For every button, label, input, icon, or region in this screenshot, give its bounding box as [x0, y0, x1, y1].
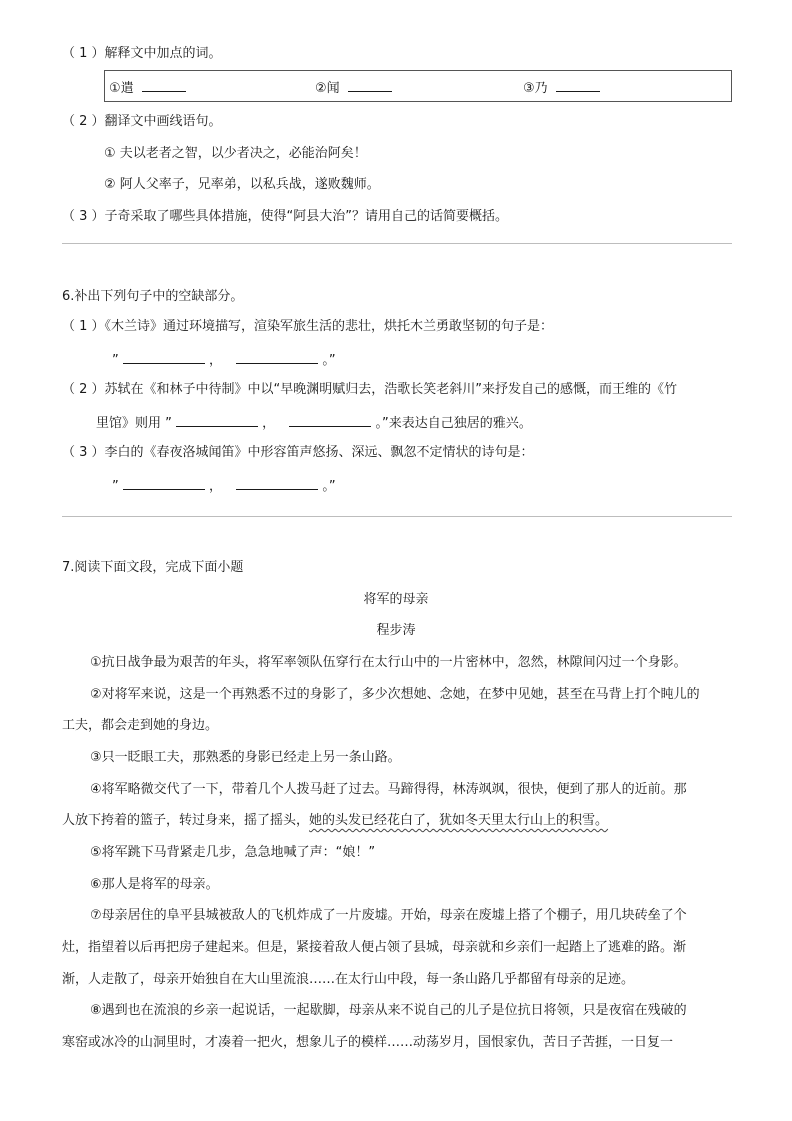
divider — [62, 516, 732, 517]
paragraph-8-line2: 寒窑或冰冷的山洞里时，才凑着一把火，想象儿子的模样……动荡岁月，国恨家仇，苦日子苦捱，一日复一 — [62, 1035, 674, 1050]
paragraph-4-line1: ④将军略微交代了一下，带着几个人拨马赶了过去。马蹄得得，林涛飒飒，很快，便到了那人的近前。那 — [90, 782, 687, 797]
vocab-label-3: ③乃 — [523, 81, 548, 96]
q6-sub2-line1: （ 2 ）苏轼在《和林子中待制》中以“早晚渊明赋归去，浩歌长笑老斜川”来抒发自己的感慨，而王维的《竹 — [62, 382, 678, 397]
vocab-box — [104, 70, 732, 102]
q7-title: 7.阅读下面文段，完成下面小题 — [62, 560, 244, 575]
q6-sub3-answer: ” ， 。” — [112, 475, 336, 497]
vocab-item-1 — [109, 77, 186, 99]
vocab-item-3 — [523, 77, 600, 99]
q5-sentence-2: ② 阿人父率子，兄率弟，以私兵战，遂败魏师。 — [104, 177, 380, 192]
paragraph-3: ③只一眨眼工夫，那熟悉的身影已经走上另一条山路。 — [90, 750, 401, 765]
vocab-label-2: ②闻 — [315, 81, 340, 96]
paragraph-7-line2: 灶，指望着以后再把房子建起来。但是，紧接着敌人便占领了县城，母亲就和乡亲们一起踏上了逃难的路。渐 — [62, 940, 687, 955]
answer-blank[interactable] — [123, 475, 205, 490]
vocab-blank-1[interactable] — [142, 77, 186, 92]
answer-blank[interactable] — [236, 475, 318, 490]
answer-blank[interactable] — [123, 349, 205, 364]
q6-sub2-line2: 里馆》则用 ” ， 。”来表达自己独居的雅兴。 — [96, 412, 532, 434]
vocab-label-1: ①遣 — [109, 81, 134, 96]
q5-sentence-1: ① 夫以老者之智，以少者决之，必能治阿矣！ — [104, 146, 367, 161]
q5-sub3: （ 3 ）子奇采取了哪些具体措施，使得“阿县大治”？请用自己的话简要概括。 — [62, 209, 509, 224]
paragraph-7-line3: 渐，人走散了，母亲开始独自在大山里流浪……在太行山中段，每一条山路几乎都留有母亲的足迹。 — [62, 972, 635, 987]
divider — [62, 243, 732, 244]
answer-blank[interactable] — [176, 412, 258, 427]
paragraph-1: ①抗日战争最为艰苦的年头，将军率领队伍穿行在太行山中的一片密林中，忽然，林隙间闪过一个身影。 — [90, 655, 687, 670]
vocab-blank-3[interactable] — [556, 77, 600, 92]
q5-sub1: （ 1 ）解释文中加点的词。 — [62, 46, 222, 61]
q5-sub2: （ 2 ）翻译文中画线语句。 — [62, 114, 222, 129]
paragraph-4-line2: 人放下挎着的篮子，转过身来，摇了摇头，她的头发已经花白了，犹如冬天里太行山上的积雪。 — [62, 813, 609, 828]
article-author: 程步涛 — [376, 623, 416, 638]
paragraph-2-line2: 工夫，都会走到她的身边。 — [62, 718, 219, 733]
paragraph-5: ⑤将军跳下马背紧走几步，急急地喊了声：“娘！” — [90, 845, 376, 860]
q6-sub3: （ 3 ）李白的《春夜洛城闻笛》中形容笛声悠扬、深远、飘忽不定情状的诗句是： — [62, 445, 534, 460]
paragraph-7-line1: ⑦母亲居住的阜平县城被敌人的飞机炸成了一片废墟。开始，母亲在废墟上搭了个棚子，用几块砖垒了个 — [90, 908, 687, 923]
paragraph-6: ⑥那人是将军的母亲。 — [90, 877, 219, 892]
q6-sub1: （ 1 ）《木兰诗》通过环境描写，渲染军旅生活的悲壮，烘托木兰勇敢坚韧的句子是： — [62, 319, 554, 334]
answer-blank[interactable] — [236, 349, 318, 364]
wavy-underlined-sentence: 她的头发已经花白了，犹如冬天里太行山上的积雪。 — [309, 813, 609, 828]
answer-blank[interactable] — [289, 412, 371, 427]
paragraph-8-line1: ⑧遇到也在流浪的乡亲一起说话，一起歇脚，母亲从来不说自己的儿子是位抗日将领，只是夜宿在残破的 — [90, 1003, 687, 1018]
paragraph-2-line1: ②对将军来说，这是一个再熟悉不过的身影了，多少次想她、念她，在梦中见她，甚至在马背上打个盹儿的 — [90, 687, 700, 702]
q6-title: 6.补出下列句子中的空缺部分。 — [62, 289, 244, 304]
vocab-item-2 — [315, 77, 392, 99]
q6-sub1-answer: ” ， 。” — [112, 349, 336, 371]
article-title: 将军的母亲 — [363, 592, 429, 607]
vocab-blank-2[interactable] — [348, 77, 392, 92]
